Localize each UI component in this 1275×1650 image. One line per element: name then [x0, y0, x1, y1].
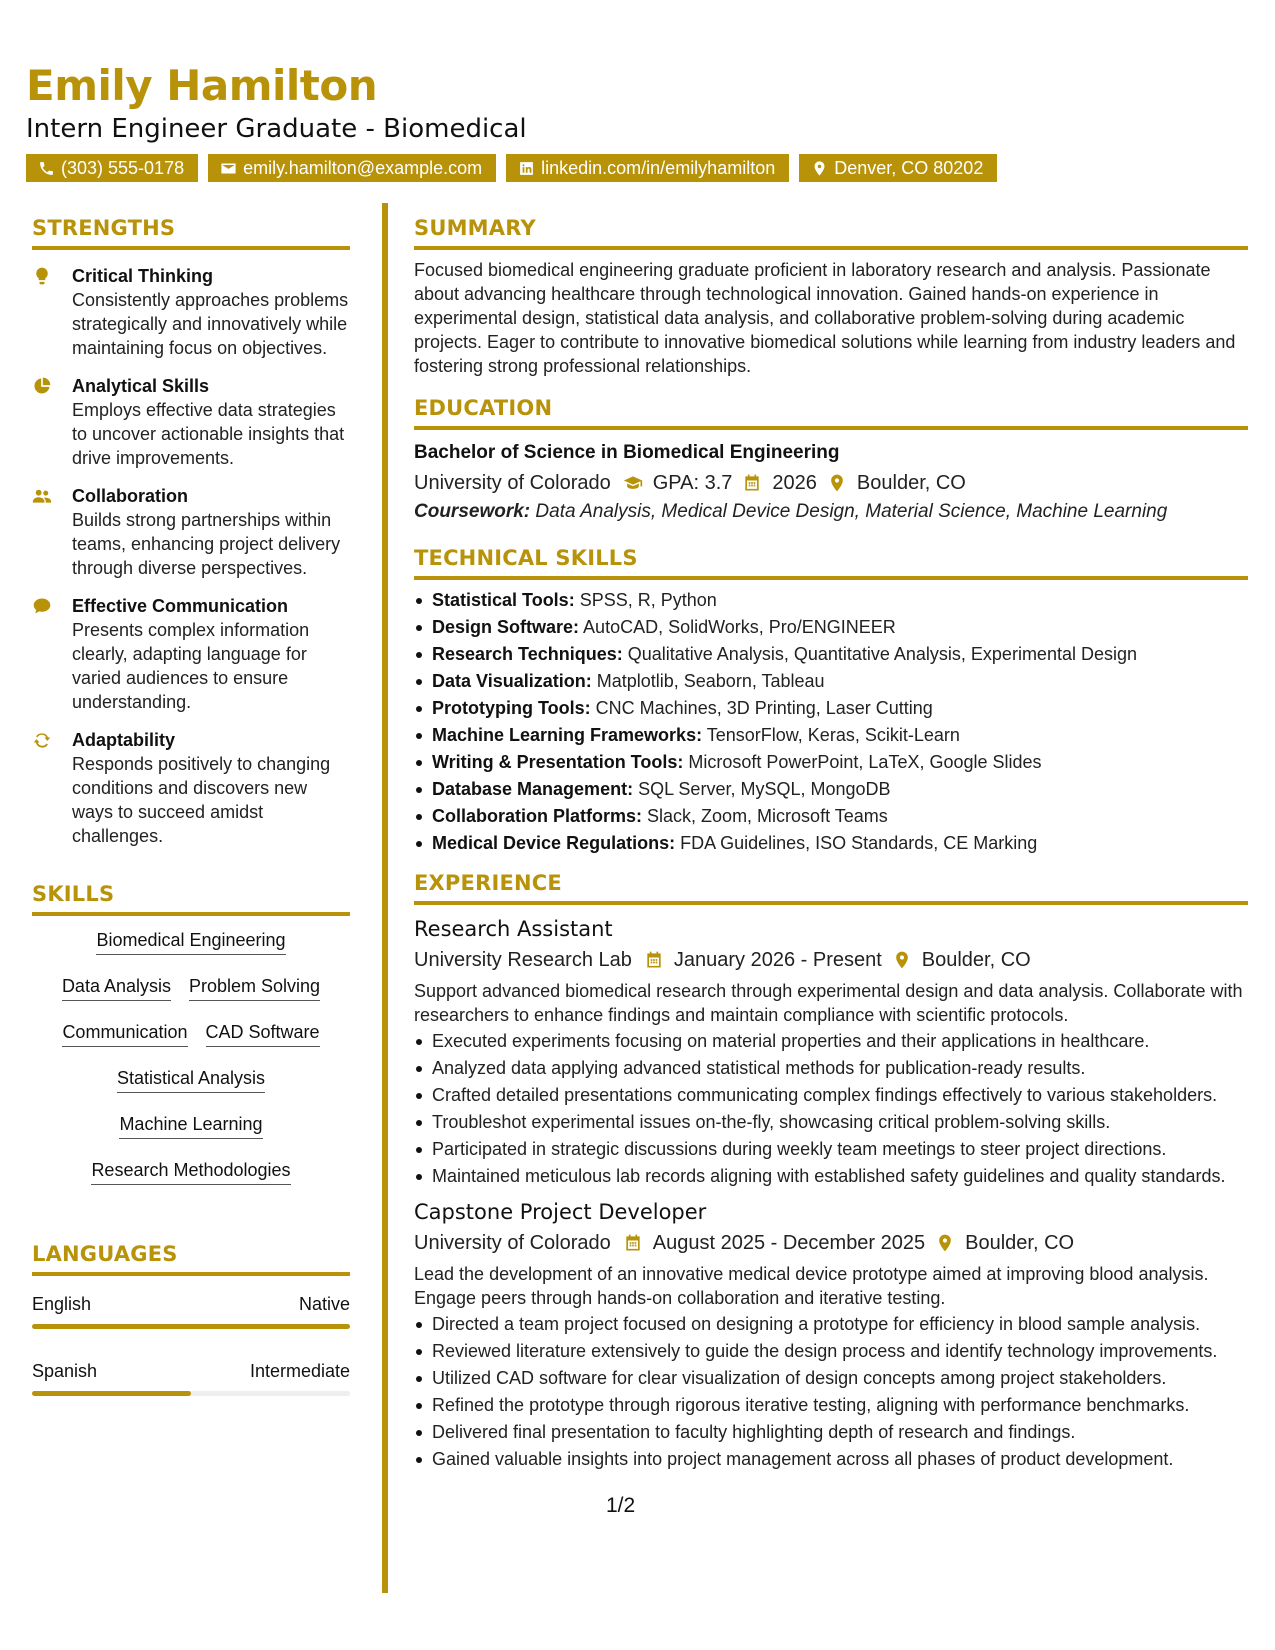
job-bullets	[414, 1312, 1248, 1471]
strength-item	[32, 374, 350, 470]
skill-tag: Machine Learning	[119, 1112, 262, 1139]
contact-location-text: Denver, CO 80202	[834, 158, 984, 178]
technical-skill-label: Collaboration Platforms:	[432, 806, 643, 826]
technical-skill-item	[414, 750, 1248, 774]
refresh-icon	[32, 730, 52, 750]
skills-heading: SKILLS	[32, 882, 350, 916]
language-name: Spanish	[32, 1361, 98, 1381]
contact-bar	[26, 154, 1256, 182]
experience-item	[414, 1198, 1248, 1471]
job-title: Research Assistant	[414, 917, 613, 941]
technical-skill-value: SPSS, R, Python	[579, 590, 717, 610]
job-dates: January 2026 - Present	[673, 949, 882, 971]
contact-email[interactable]	[208, 154, 496, 182]
technical-skill-item	[414, 669, 1248, 693]
calendar-icon	[623, 1233, 643, 1253]
strength-title: Collaboration	[72, 486, 188, 506]
education-gpa: GPA: 3.7	[652, 472, 733, 494]
technical-skill-item	[414, 804, 1248, 828]
job-bullet: Troubleshot experimental issues on-the-fly, showcasing critical problem-solving skills.	[414, 1110, 1248, 1134]
technical-skill-label: Medical Device Regulations:	[432, 833, 676, 853]
education-meta	[414, 468, 1248, 498]
technical-skill-value: SQL Server, MySQL, MongoDB	[638, 779, 891, 799]
language-level: Native	[298, 1294, 350, 1314]
job-org: University of Colorado	[414, 1232, 611, 1254]
education-heading: EDUCATION	[414, 396, 1248, 430]
experience-list	[414, 915, 1248, 1471]
technical-skill-label: Research Techniques:	[432, 644, 623, 664]
contact-phone[interactable]	[26, 154, 198, 182]
strength-item	[32, 728, 350, 848]
technical-skill-label: Prototyping Tools:	[432, 698, 591, 718]
left-column	[32, 216, 350, 1396]
technical-skill-item	[414, 723, 1248, 747]
contact-linkedin-text: linkedin.com/in/emilyhamilton	[541, 158, 776, 178]
graduation-cap-icon	[623, 473, 643, 493]
technical-skills-heading: TECHNICAL SKILLS	[414, 546, 1248, 580]
pie-chart-icon	[32, 376, 52, 396]
job-org: University Research Lab	[414, 949, 632, 971]
strength-title: Analytical Skills	[72, 376, 210, 396]
column-divider	[382, 203, 388, 1593]
job-description: Lead the development of an innovative medical device prototype aimed at improving blood analysis. Engage peers through hands-on collaboration and iterative testing.	[414, 1264, 1209, 1308]
strength-title: Effective Communication	[72, 596, 289, 616]
skill-tag: CAD Software	[206, 1020, 320, 1047]
technical-skill-item	[414, 588, 1248, 612]
technical-skill-label: Statistical Tools:	[432, 590, 575, 610]
map-pin-icon	[935, 1233, 955, 1253]
envelope-icon	[220, 160, 237, 177]
calendar-icon	[644, 950, 664, 970]
strength-desc: Employs effective data strategies to uncover actionable insights that drive improvements.	[72, 400, 345, 468]
page-number: 1/2	[606, 1494, 636, 1517]
job-bullet: Crafted detailed presentations communicating complex findings effectively to various stakeholders.	[414, 1083, 1248, 1107]
language-item	[32, 1359, 350, 1396]
linkedin-icon	[518, 160, 535, 177]
job-meta	[414, 945, 1248, 975]
technical-skill-item	[414, 777, 1248, 801]
technical-skill-value: Matplotlib, Seaborn, Tableau	[596, 671, 825, 691]
job-bullet: Delivered final presentation to faculty highlighting depth of research and findings.	[414, 1420, 1248, 1444]
strength-title: Critical Thinking	[72, 266, 214, 286]
strength-desc: Responds positively to changing conditions and discovers new ways to succeed amidst challenges.	[72, 754, 331, 846]
job-bullet: Refined the prototype through rigorous iterative testing, aligning with performance benchmarks.	[414, 1393, 1248, 1417]
strengths-heading: STRENGTHS	[32, 216, 350, 250]
skills-list	[32, 916, 350, 1204]
technical-skill-value: AutoCAD, SolidWorks, Pro/ENGINEER	[583, 617, 896, 637]
language-proficiency-fill	[32, 1391, 191, 1396]
job-location: Boulder, CO	[965, 1232, 1075, 1254]
job-bullet: Participated in strategic discussions during weekly team meetings to steer project directions.	[414, 1137, 1248, 1161]
skill-tag: Data Analysis	[62, 974, 171, 1001]
experience-heading: EXPERIENCE	[414, 871, 1248, 905]
job-description: Support advanced biomedical research through experimental design and data analysis. Collaborate with researchers to enhance findings and maintain compliance with scientific protocols.	[414, 981, 1243, 1025]
skill-tag: Communication	[62, 1020, 187, 1047]
job-bullet: Maintained meticulous lab records aligning with established safety guidelines and quality standards.	[414, 1164, 1248, 1188]
skill-tag: Research Methodologies	[91, 1158, 290, 1185]
skill-tag: Statistical Analysis	[117, 1066, 265, 1093]
strength-desc: Presents complex information clearly, adapting language for varied audiences to ensure understanding.	[72, 620, 310, 712]
strength-item	[32, 484, 350, 580]
lightbulb-icon	[32, 266, 52, 286]
job-bullet: Utilized CAD software for clear visualization of design concepts among project stakeholders.	[414, 1366, 1248, 1390]
technical-skill-label: Machine Learning Frameworks:	[432, 725, 703, 745]
technical-skill-value: Microsoft PowerPoint, LaTeX, Google Slides	[688, 752, 1042, 772]
job-bullet: Executed experiments focusing on material properties and their applications in healthcare.	[414, 1029, 1248, 1053]
technical-skill-item	[414, 831, 1248, 855]
phone-icon	[38, 160, 55, 177]
technical-skill-item	[414, 615, 1248, 639]
language-level: Intermediate	[249, 1361, 350, 1381]
technical-skill-value: Slack, Zoom, Microsoft Teams	[647, 806, 888, 826]
skill-tag: Problem Solving	[189, 974, 320, 1001]
language-item	[32, 1292, 350, 1329]
language-name: English	[32, 1294, 92, 1314]
language-proficiency-bar	[32, 1324, 350, 1329]
contact-linkedin[interactable]	[506, 154, 789, 182]
chat-bubble-icon	[32, 596, 52, 616]
contact-location	[799, 154, 997, 182]
language-proficiency-bar	[32, 1391, 350, 1396]
map-pin-icon	[811, 160, 828, 177]
candidate-title: Intern Engineer Graduate - Biomedical	[26, 114, 527, 144]
education-school: University of Colorado	[414, 472, 611, 494]
education-year: 2026	[772, 472, 817, 494]
job-bullet: Directed a team project focused on designing a prototype for efficiency in blood sample analysis.	[414, 1312, 1248, 1336]
technical-skill-label: Writing & Presentation Tools:	[432, 752, 684, 772]
education-location: Boulder, CO	[856, 472, 966, 494]
job-bullets	[414, 1029, 1248, 1188]
job-meta	[414, 1228, 1248, 1258]
strength-desc: Consistently approaches problems strategically and innovatively while maintaining focus on objectives.	[72, 290, 349, 358]
experience-item	[414, 915, 1248, 1188]
job-dates: August 2025 - December 2025	[652, 1232, 926, 1254]
strength-item	[32, 594, 350, 714]
right-column	[414, 216, 1248, 1474]
calendar-icon	[742, 473, 762, 493]
technical-skill-value: Qualitative Analysis, Quantitative Analysis, Experimental Design	[627, 644, 1137, 664]
contact-phone-text: (303) 555-0178	[61, 158, 185, 178]
technical-skill-item	[414, 696, 1248, 720]
strength-item	[32, 264, 350, 360]
languages-heading: LANGUAGES	[32, 1242, 350, 1276]
users-icon	[32, 486, 52, 506]
summary-heading: SUMMARY	[414, 216, 1248, 250]
technical-skill-label: Design Software:	[432, 617, 580, 637]
coursework-label: Coursework:	[414, 501, 531, 522]
coursework-list: Data Analysis, Medical Device Design, Material Science, Machine Learning	[535, 501, 1168, 522]
job-bullet: Analyzed data applying advanced statistical methods for publication-ready results.	[414, 1056, 1248, 1080]
job-bullet: Reviewed literature extensively to guide the design process and identify technology improvements.	[414, 1339, 1248, 1363]
map-pin-icon	[892, 950, 912, 970]
summary-text: Focused biomedical engineering graduate proficient in laboratory research and analysis. Passionate about advancing healthcare through technological innovation. Gained hands-on experience in experimental design, statistical data analysis, and collaborative problem-solving during academic projects. Eager to contribute to innovative biomedical solutions while learning from industry leaders and fostering strong professional relationships.	[414, 260, 1236, 376]
job-bullet: Gained valuable insights into project management across all phases of product development.	[414, 1447, 1248, 1471]
technical-skill-value: CNC Machines, 3D Printing, Laser Cutting	[595, 698, 933, 718]
map-pin-icon	[827, 473, 847, 493]
job-location: Boulder, CO	[921, 949, 1031, 971]
candidate-name: Emily Hamilton	[26, 61, 378, 110]
education-degree: Bachelor of Science in Biomedical Engineering	[414, 442, 840, 463]
technical-skill-label: Data Visualization:	[432, 671, 592, 691]
technical-skill-item	[414, 642, 1248, 666]
language-proficiency-fill	[32, 1324, 350, 1329]
strength-desc: Builds strong partnerships within teams, enhancing project delivery through diverse perspectives.	[72, 510, 341, 578]
technical-skill-value: TensorFlow, Keras, Scikit-Learn	[706, 725, 960, 745]
technical-skill-value: FDA Guidelines, ISO Standards, CE Marking	[680, 833, 1038, 853]
technical-skills-list	[414, 588, 1248, 855]
skill-tag: Biomedical Engineering	[96, 928, 285, 955]
technical-skill-label: Database Management:	[432, 779, 634, 799]
resume-header	[26, 62, 1256, 182]
strength-title: Adaptability	[72, 730, 176, 750]
job-title: Capstone Project Developer	[414, 1200, 707, 1224]
contact-email-text: emily.hamilton@example.com	[243, 158, 483, 178]
education-coursework	[414, 498, 1248, 526]
